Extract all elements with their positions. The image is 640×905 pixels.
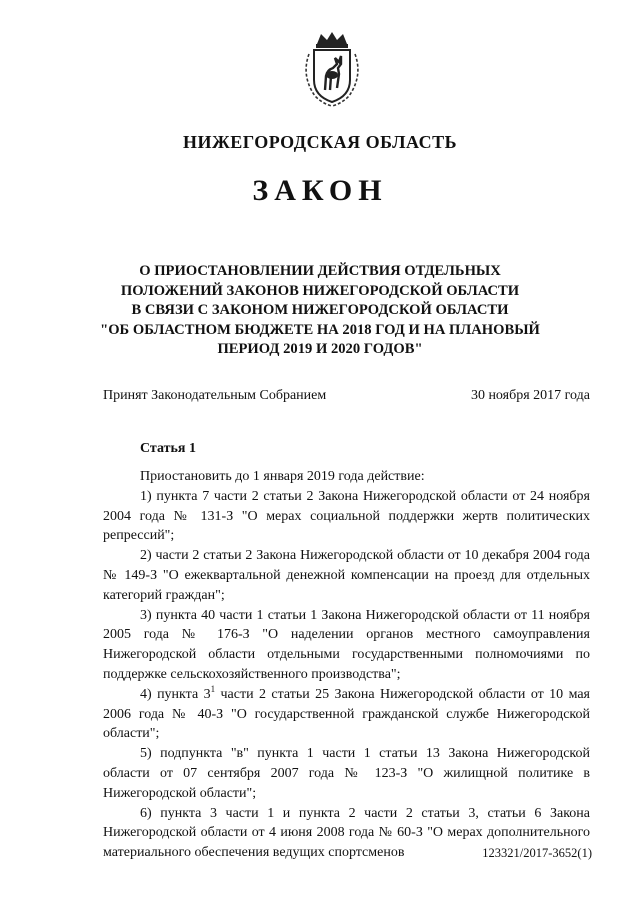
- document-number: 123321/2017-3652(1): [482, 846, 592, 860]
- article-item: 6) пункта 3 части 1 и пункта 2 части 2 статьи 3, статьи 6 Закона Нижегородской области от 4 июня 2008 года № 60-З "О мерах дополнительного материального обеспечения ведущих спортсменов: [103, 805, 590, 861]
- article-item: 5) подпункта "в" пункта 1 части 1 статьи 13 Закона Нижегородской области от 07 сентября 2007 года № 123-З "О жилищной политике в Нижегородской области";: [103, 746, 590, 801]
- article-item: 2) части 2 статьи 2 Закона Нижегородской области от 10 декабря 2004 года № 149-З "О ежеквартальной денежной компенсации на проезд для отдельных категорий граждан";: [103, 548, 590, 603]
- document-type: ЗАКОН: [252, 174, 388, 207]
- law-title: [90, 262, 550, 360]
- law-title-line: ПОЛОЖЕНИЙ ЗАКОНОВ НИЖЕГОРОДСКОЙ ОБЛАСТИ: [120, 282, 520, 299]
- law-title-line: "ОБ ОБЛАСТНОМ БЮДЖЕТЕ НА 2018 ГОД И НА ПЛАНОВЫЙ: [100, 321, 540, 338]
- article-item: 1) пункта 7 части 2 статьи 2 Закона Нижегородской области от 24 ноября 2004 года № 131-З "О мерах социальной поддержки жертв политических репрессий";: [103, 488, 590, 544]
- adoption-date: 30 ноября 2017 года: [470, 388, 590, 403]
- article-intro: Приостановить до 1 января 2019 года действие:: [140, 469, 425, 484]
- article-item: [103, 685, 590, 744]
- article-item: 3) пункта 40 части 1 статьи 1 Закона Нижегородской области от 11 ноября 2005 года № 176-З "О наделении органов местного самоуправления Нижегородской области отдельными государственными полномочиями по поддержке сельскохозяйственного производства";: [103, 607, 590, 682]
- article-body: [103, 467, 590, 863]
- law-title-line: О ПРИОСТАНОВЛЕНИИ ДЕЙСТВИЯ ОТДЕЛЬНЫХ: [139, 263, 501, 279]
- nizhny-novgorod-coat-of-arms-icon: [297, 30, 367, 108]
- article-heading: Статья 1: [140, 441, 196, 456]
- superscript: 1: [210, 683, 216, 694]
- region-name: НИЖЕГОРОДСКАЯ ОБЛАСТЬ: [182, 132, 458, 152]
- law-title-line: ПЕРИОД 2019 И 2020 ГОДОВ": [217, 341, 423, 357]
- law-title-line: В СВЯЗИ С ЗАКОНОМ НИЖЕГОРОДСКОЙ ОБЛАСТИ: [131, 302, 509, 318]
- item-text: части 2 статьи 25 Закона Нижегородской области от 10 мая 2006 года № 40-З "О государственной гражданской службе Нижегородской области";: [103, 686, 590, 742]
- item-text: 4) пункта 3: [140, 686, 211, 702]
- adoption-label: Принят Законодательным Собранием: [103, 388, 327, 403]
